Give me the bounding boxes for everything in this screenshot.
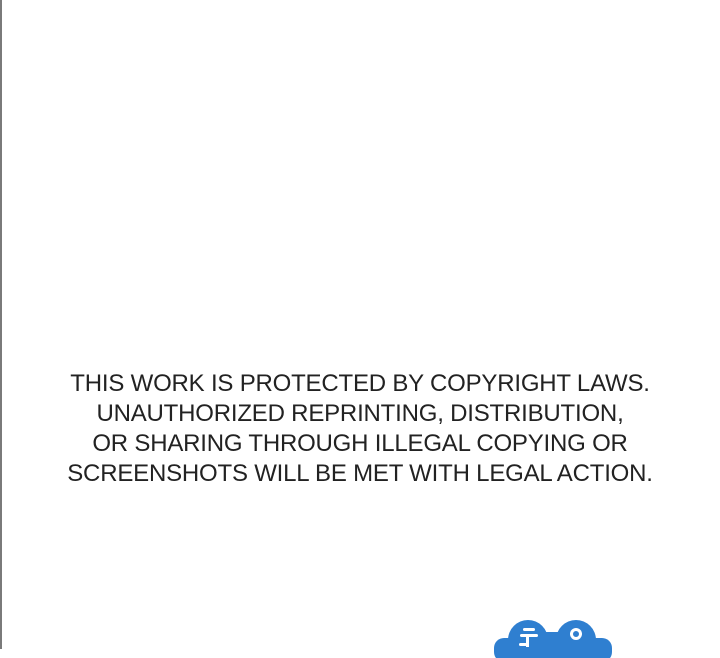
notice-line-2: UNAUTHORIZED REPRINTING, DISTRIBUTION, [96,400,624,427]
notice-line-4: SCREENSHOTS WILL BE MET WITH LEGAL ACTION. [67,460,653,487]
notice-line-3: OR SHARING THROUGH ILLEGAL COPYING OR [92,430,628,457]
blue-cloud-mascot-icon [492,618,614,658]
notice-line-1: THIS WORK IS PROTECTED BY COPYRIGHT LAWS. [70,370,650,397]
copyright-notice [0,369,720,489]
left-border-line [0,0,2,649]
